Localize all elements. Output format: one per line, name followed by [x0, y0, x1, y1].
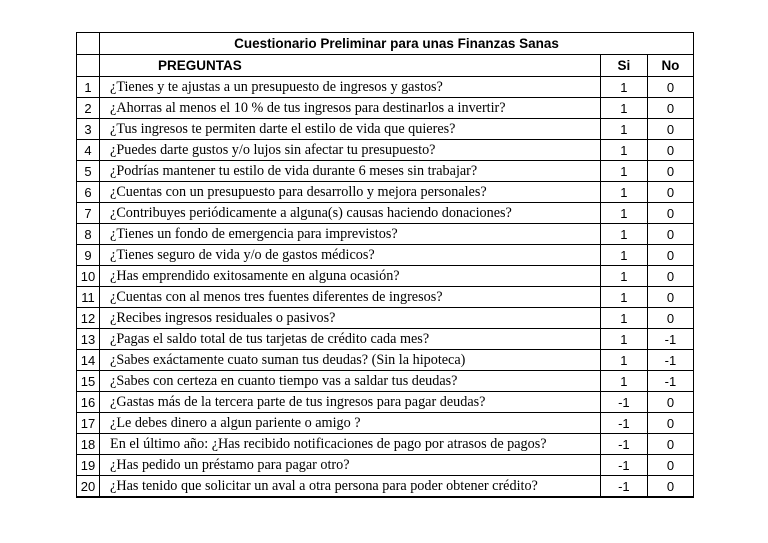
no-score: 0 — [647, 266, 693, 287]
yes-score: 1 — [600, 371, 647, 392]
yes-score: 1 — [600, 224, 647, 245]
yes-score: 1 — [600, 350, 647, 371]
no-score: 0 — [647, 455, 693, 476]
yes-score: -1 — [600, 476, 647, 498]
header-questions: PREGUNTAS — [100, 55, 601, 77]
table-row — [77, 161, 694, 182]
row-number: 7 — [77, 203, 100, 224]
yes-score: 1 — [600, 203, 647, 224]
table-row — [77, 98, 694, 119]
row-number: 11 — [77, 287, 100, 308]
table-row — [77, 392, 694, 413]
row-number: 5 — [77, 161, 100, 182]
yes-score: 1 — [600, 77, 647, 98]
yes-score: 1 — [600, 245, 647, 266]
question-text: ¿Tienes un fondo de emergencia para imprevistos? — [100, 224, 601, 245]
table-row — [77, 455, 694, 476]
table-row — [77, 350, 694, 371]
no-score: 0 — [647, 245, 693, 266]
row-number: 2 — [77, 98, 100, 119]
yes-score: 1 — [600, 140, 647, 161]
yes-score: 1 — [600, 182, 647, 203]
no-score: 0 — [647, 392, 693, 413]
table-row — [77, 140, 694, 161]
question-text: ¿Le debes dinero a algun pariente o amigo ? — [100, 413, 601, 434]
table-row — [77, 413, 694, 434]
no-score: -1 — [647, 350, 693, 371]
header-row — [77, 55, 694, 77]
no-score: 0 — [647, 140, 693, 161]
question-text: ¿Has emprendido exitosamente en alguna ocasión? — [100, 266, 601, 287]
row-number: 16 — [77, 392, 100, 413]
question-text: ¿Ahorras al menos el 10 % de tus ingresos para destinarlos a invertir? — [100, 98, 601, 119]
no-score: 0 — [647, 476, 693, 498]
yes-score: -1 — [600, 455, 647, 476]
row-number: 10 — [77, 266, 100, 287]
question-text: ¿Recibes ingresos residuales o pasivos? — [100, 308, 601, 329]
yes-score: 1 — [600, 161, 647, 182]
yes-score: 1 — [600, 266, 647, 287]
table-row — [77, 329, 694, 350]
question-text: ¿Tienes y te ajustas a un presupuesto de ingresos y gastos? — [100, 77, 601, 98]
title-row — [77, 33, 694, 55]
question-text: ¿Sabes exáctamente cuato suman tus deudas? (Sin la hipoteca) — [100, 350, 601, 371]
row-number: 6 — [77, 182, 100, 203]
row-number: 4 — [77, 140, 100, 161]
row-number: 19 — [77, 455, 100, 476]
table-row — [77, 245, 694, 266]
question-text: ¿Puedes darte gustos y/o lujos sin afectar tu presupuesto? — [100, 140, 601, 161]
row-number: 18 — [77, 434, 100, 455]
question-text: ¿Sabes con certeza en cuanto tiempo vas a saldar tus deudas? — [100, 371, 601, 392]
yes-score: 1 — [600, 329, 647, 350]
yes-score: -1 — [600, 434, 647, 455]
no-score: 0 — [647, 182, 693, 203]
question-text: ¿Has tenido que solicitar un aval a otra persona para poder obtener crédito? — [100, 476, 601, 498]
question-text: En el último año: ¿Has recibido notificaciones de pago por atrasos de pagos? — [100, 434, 601, 455]
yes-score: 1 — [600, 98, 647, 119]
table-row — [77, 308, 694, 329]
table-row — [77, 77, 694, 98]
header-yes: Si — [600, 55, 647, 77]
no-score: 0 — [647, 308, 693, 329]
table-row — [77, 203, 694, 224]
row-number: 14 — [77, 350, 100, 371]
no-score: -1 — [647, 371, 693, 392]
question-text: ¿Pagas el saldo total de tus tarjetas de crédito cada mes? — [100, 329, 601, 350]
table-row — [77, 434, 694, 455]
question-text: ¿Tus ingresos te permiten darte el estilo de vida que quieres? — [100, 119, 601, 140]
no-score: 0 — [647, 77, 693, 98]
question-text: ¿Podrías mantener tu estilo de vida durante 6 meses sin trabajar? — [100, 161, 601, 182]
question-text: ¿Contribuyes periódicamente a alguna(s) causas haciendo donaciones? — [100, 203, 601, 224]
table-row — [77, 224, 694, 245]
row-number: 17 — [77, 413, 100, 434]
yes-score: 1 — [600, 287, 647, 308]
no-score: 0 — [647, 413, 693, 434]
row-number: 8 — [77, 224, 100, 245]
yes-score: 1 — [600, 308, 647, 329]
no-score: 0 — [647, 224, 693, 245]
yes-score: -1 — [600, 392, 647, 413]
header-number-cell — [77, 55, 100, 77]
yes-score: 1 — [600, 119, 647, 140]
row-number: 12 — [77, 308, 100, 329]
table-row — [77, 266, 694, 287]
yes-score: -1 — [600, 413, 647, 434]
header-no: No — [647, 55, 693, 77]
table-row — [77, 371, 694, 392]
row-number: 15 — [77, 371, 100, 392]
no-score: 0 — [647, 287, 693, 308]
corner-cell — [77, 33, 100, 55]
no-score: 0 — [647, 98, 693, 119]
no-score: 0 — [647, 203, 693, 224]
table-row — [77, 476, 694, 498]
question-text: ¿Tienes seguro de vida y/o de gastos médicos? — [100, 245, 601, 266]
question-text: ¿Cuentas con un presupuesto para desarrollo y mejora personales? — [100, 182, 601, 203]
table-title: Cuestionario Preliminar para unas Finanzas Sanas — [100, 33, 694, 55]
row-number: 9 — [77, 245, 100, 266]
no-score: -1 — [647, 329, 693, 350]
questionnaire-table — [76, 32, 694, 498]
no-score: 0 — [647, 161, 693, 182]
table-row — [77, 119, 694, 140]
row-number: 3 — [77, 119, 100, 140]
table-row — [77, 287, 694, 308]
table-row — [77, 182, 694, 203]
no-score: 0 — [647, 119, 693, 140]
question-text: ¿Has pedido un préstamo para pagar otro? — [100, 455, 601, 476]
row-number: 1 — [77, 77, 100, 98]
row-number: 13 — [77, 329, 100, 350]
question-text: ¿Cuentas con al menos tres fuentes diferentes de ingresos? — [100, 287, 601, 308]
no-score: 0 — [647, 434, 693, 455]
question-text: ¿Gastas más de la tercera parte de tus ingresos para pagar deudas? — [100, 392, 601, 413]
row-number: 20 — [77, 476, 100, 498]
